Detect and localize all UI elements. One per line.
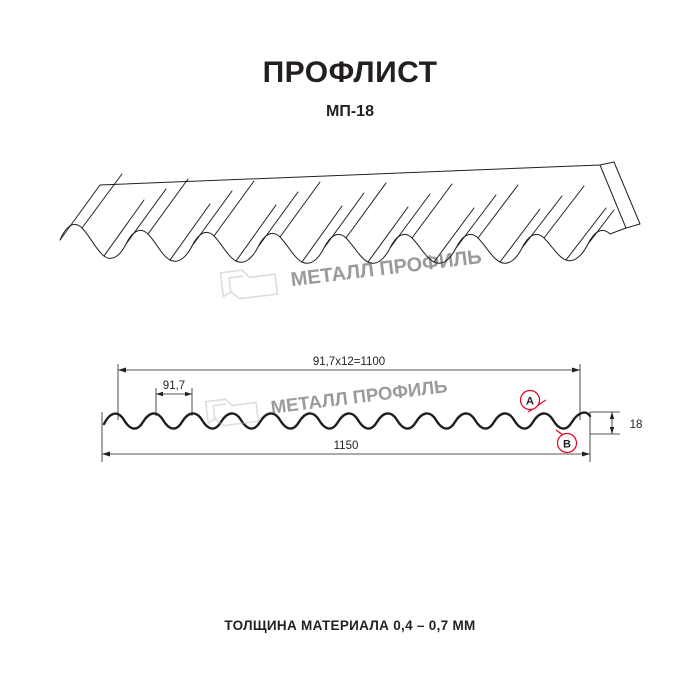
material-thickness-note: ТОЛЩИНА МАТЕРИАЛА 0,4 – 0,7 ММ [224, 618, 476, 633]
watermark-text: МЕТАЛЛ ПРОФИЛЬ [289, 246, 483, 292]
top-dimension-label: 91,7х12=1100 [312, 356, 386, 368]
pitch-dimension-label: 91,7 [162, 380, 186, 392]
page-title: ПРОФЛИСТ [262, 56, 438, 89]
height-dimension-label: 18 [629, 419, 643, 431]
callout-b-label: B [563, 438, 571, 451]
callout-a-label: A [526, 395, 534, 408]
watermark-text: МЕТАЛЛ ПРОФИЛЬ [269, 375, 449, 418]
cross-section-dimension-drawing [90, 350, 650, 480]
callout-b-group [556, 430, 577, 453]
corrugated-sheet-illustration [60, 140, 650, 300]
product-model-label: МП-18 [326, 103, 374, 120]
bottom-dimension-label: 1150 [333, 440, 359, 452]
callout-a-group [521, 391, 547, 413]
